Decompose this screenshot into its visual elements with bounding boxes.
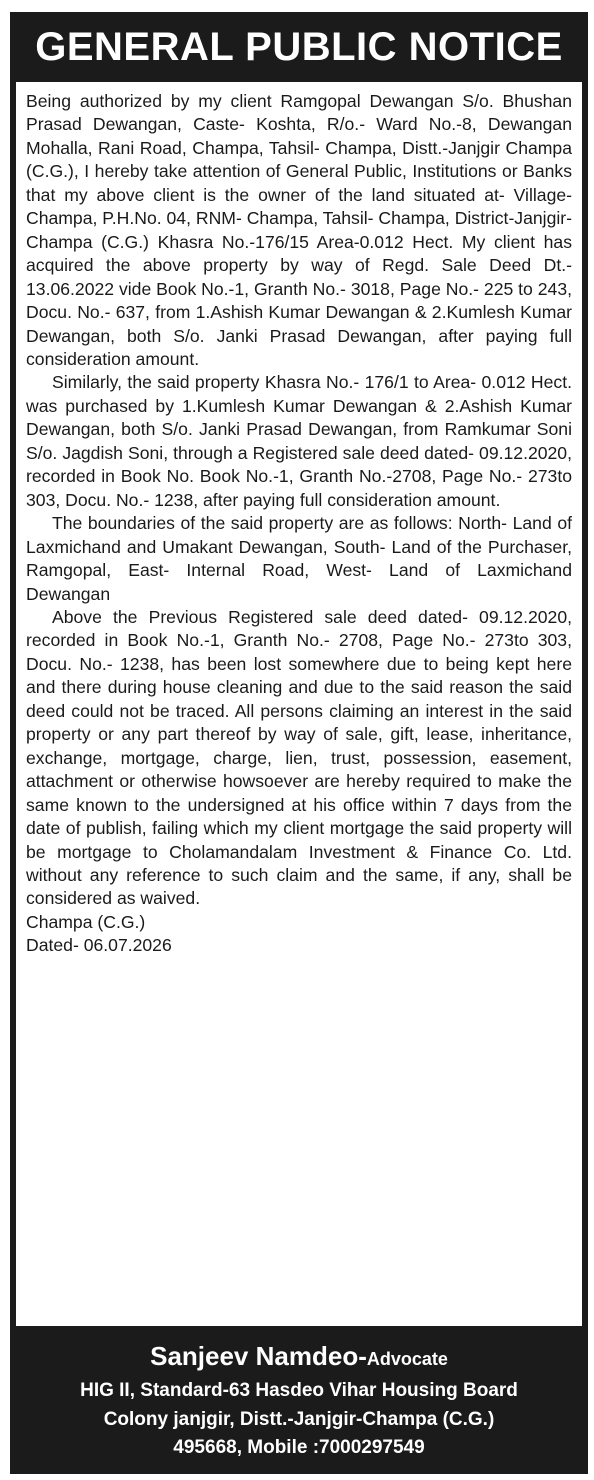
advocate-name: Sanjeev Namdeo- <box>150 1341 367 1371</box>
advocate-footer <box>16 1326 582 1463</box>
notice-title: GENERAL PUBLIC NOTICE <box>35 25 563 69</box>
paragraph-boundaries: The boundaries of the said property are as follows: North- Land of Laxmichand and Umakant Dewangan, South- Land of the Purchaser, Ramgopal, East- Internal Road, West- Land of Laxmichand Dewangan <box>26 513 572 604</box>
advocate-address-line-2: Colony janjgir, Distt.-Janjgir-Champa (C.G.) <box>103 1408 495 1430</box>
advocate-address-line-3: 495668, Mobile :7000297549 <box>173 1437 425 1458</box>
advocate-name-line <box>16 1338 582 1377</box>
notice-body <box>16 82 582 1326</box>
advocate-title: Advocate <box>366 1349 448 1369</box>
place: Champa (C.G.) <box>26 911 146 932</box>
date: Dated- 06.07.2026 <box>26 935 172 956</box>
paragraph-authorization: Being authorized by my client Ramgopal Dewangan S/o. Bhushan Prasad Dewangan, Caste- Koshta, R/o.- Ward No.-8, Dewangan Mohalla, Rani Road, Champa, Tahsil- Champa, Distt.-Janjgir Champa (C.G.), I hereby take attention of General Public, Institutions or Banks that my above client is the owner of the land situated at- Village- Champa, P.H.No. 04, RNM- Champa, Tahsil- Champa, District-Janjgir-Champa (C.G.) Khasra No.-176/15 Area-0.012 Hect. My client has acquired the above property by way of Regd. Sale Deed Dt.- 13.06.2022 vide Book No.-1, Granth No.- 3018, Page No.- 225 to 243, Docu. No.- 637, from 1.Ashish Kumar Dewangan & 2.Kumlesh Kumar Dewangan, both S/o. Janki Prasad Dewangan, after paying full consideration amount. <box>26 91 572 369</box>
public-notice <box>10 12 588 1474</box>
paragraph-lost-deed: Above the Previous Registered sale deed dated- 09.12.2020, recorded in Book No.-1, Granth No.- 2708, Page No.- 273to 303, Docu. No.- 1238, has been lost somewhere due to being kept here and there during house cleaning and due to the said reason the said deed could not be traced. All persons claiming an interest in the said property or any part thereof by way of sale, gift, lease, inheritance, exchange, mortgage, charge, lien, trust, possession, easement, attachment or otherwise howsoever are hereby required to make the same known to the undersigned at his office within 7 days from the date of publish, failing which my client mortgage the said property will be mortgage to Cholamandalam Investment & Finance Co. Ltd. without any reference to such claim and the same, if any, shall be considered as waived. <box>26 606 572 909</box>
advocate-address-line-1: HIG II, Standard-63 Hasdeo Vihar Housing Board <box>80 1380 518 1401</box>
paragraph-previous-purchase: Similarly, the said property Khasra No.- 176/1 to Area- 0.012 Hect. was purchased by 1.Kumlesh Kumar Dewangan & 2.Ashish Kumar Dewangan, both S/o. Janki Prasad Dewangan, from Ramkumar Soni S/o. Jagdish Soni, through a Registered sale deed dated- 09.12.2020, recorded in Book No. Book No.-1, Granth No.-2708, Page No.- 273to 303, Docu. No.- 1238, after paying full consideration amount. <box>26 372 572 510</box>
